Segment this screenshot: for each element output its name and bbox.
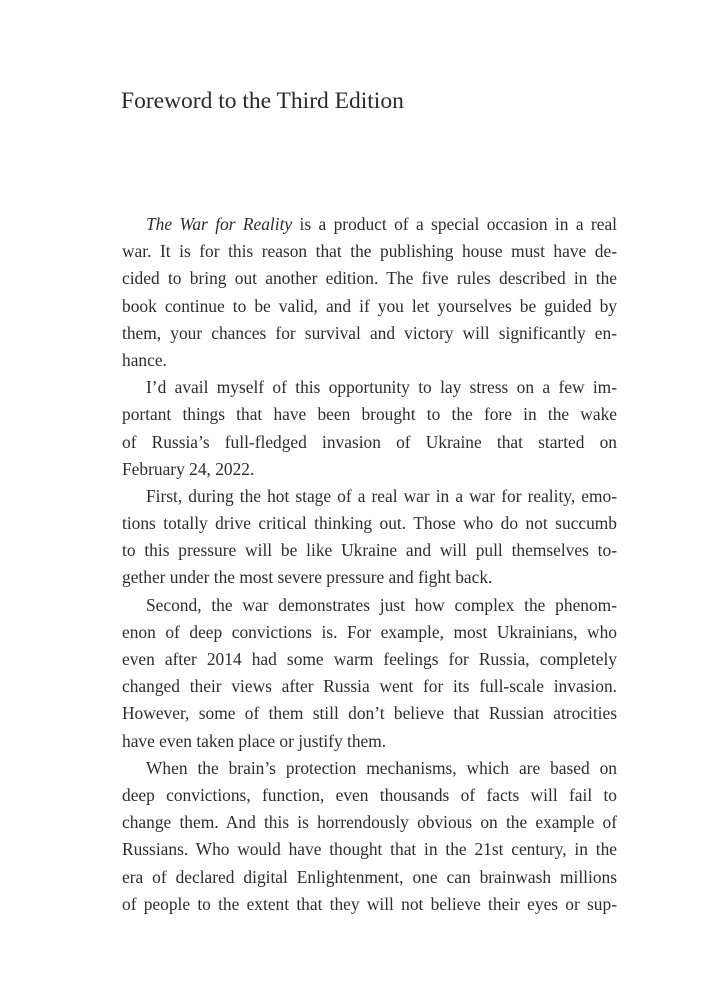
- text-line: However, some of them still don’t believe that Russian atrocities: [122, 703, 617, 724]
- text-line: When the brain’s protection mechanisms, which are based on: [146, 757, 617, 778]
- text-line: portant things that have been brought to the fore in the wake: [122, 404, 617, 425]
- text-line: have even taken place or justify them.: [122, 730, 387, 751]
- text-line: changed their views after Russia went for its full-scale invasion.: [122, 676, 617, 697]
- text-line: February 24, 2022.: [122, 458, 255, 479]
- text-line: them, your chances for survival and victory will significantly en-: [122, 322, 617, 343]
- text-line: First, during the hot stage of a real war in a war for reality, emo-: [146, 485, 617, 506]
- text-line: tions totally drive critical thinking out. Those who do not succumb: [122, 513, 617, 534]
- paragraph: [122, 483, 617, 592]
- text-line: deep convictions, function, even thousands of facts will fail to: [122, 784, 617, 805]
- text-line: war. It is for this reason that the publishing house must have de-: [122, 241, 617, 262]
- paragraph: [122, 755, 617, 918]
- chapter-title: Foreword to the Third Edition: [121, 88, 404, 114]
- text-line: gether under the most severe pressure and fight back.: [122, 567, 493, 588]
- text-line: book continue to be valid, and if you let yourselves be guided by: [122, 295, 617, 316]
- text-run: is a product of a special occasion in a real: [292, 214, 617, 234]
- text-line: era of declared digital Enlightenment, one can brainwash millions: [122, 866, 617, 887]
- text-line: even after 2014 had some warm feelings for Russia, completely: [122, 649, 617, 669]
- book-title-italic: The War for Reality: [146, 214, 293, 234]
- text-line: to this pressure will be like Ukraine and will pull themselves to-: [122, 540, 617, 561]
- text-line: [122, 211, 617, 238]
- paragraph: [122, 374, 617, 483]
- text-line: of Russia’s full-fledged invasion of Ukraine that started on: [122, 431, 617, 452]
- text-line: of people to the extent that they will not believe their eyes or sup-: [122, 893, 617, 914]
- text-line: Russians. Who would have thought that in the 21st century, in the: [122, 839, 617, 860]
- text-line: Second, the war demonstrates just how complex the phenom-: [146, 594, 617, 615]
- text-line: hance.: [122, 349, 167, 370]
- text-line: I’d avail myself of this opportunity to lay stress on a few im-: [146, 377, 617, 398]
- chapter-body: [122, 211, 617, 918]
- text-line: cided to bring out another edition. The five rules described in the: [122, 268, 617, 289]
- text-line: enon of deep convictions is. For example, most Ukrainians, who: [122, 621, 617, 642]
- paragraph: [122, 592, 617, 755]
- text-line: change them. And this is horrendously obvious on the example of: [122, 812, 617, 833]
- paragraph: [122, 211, 617, 374]
